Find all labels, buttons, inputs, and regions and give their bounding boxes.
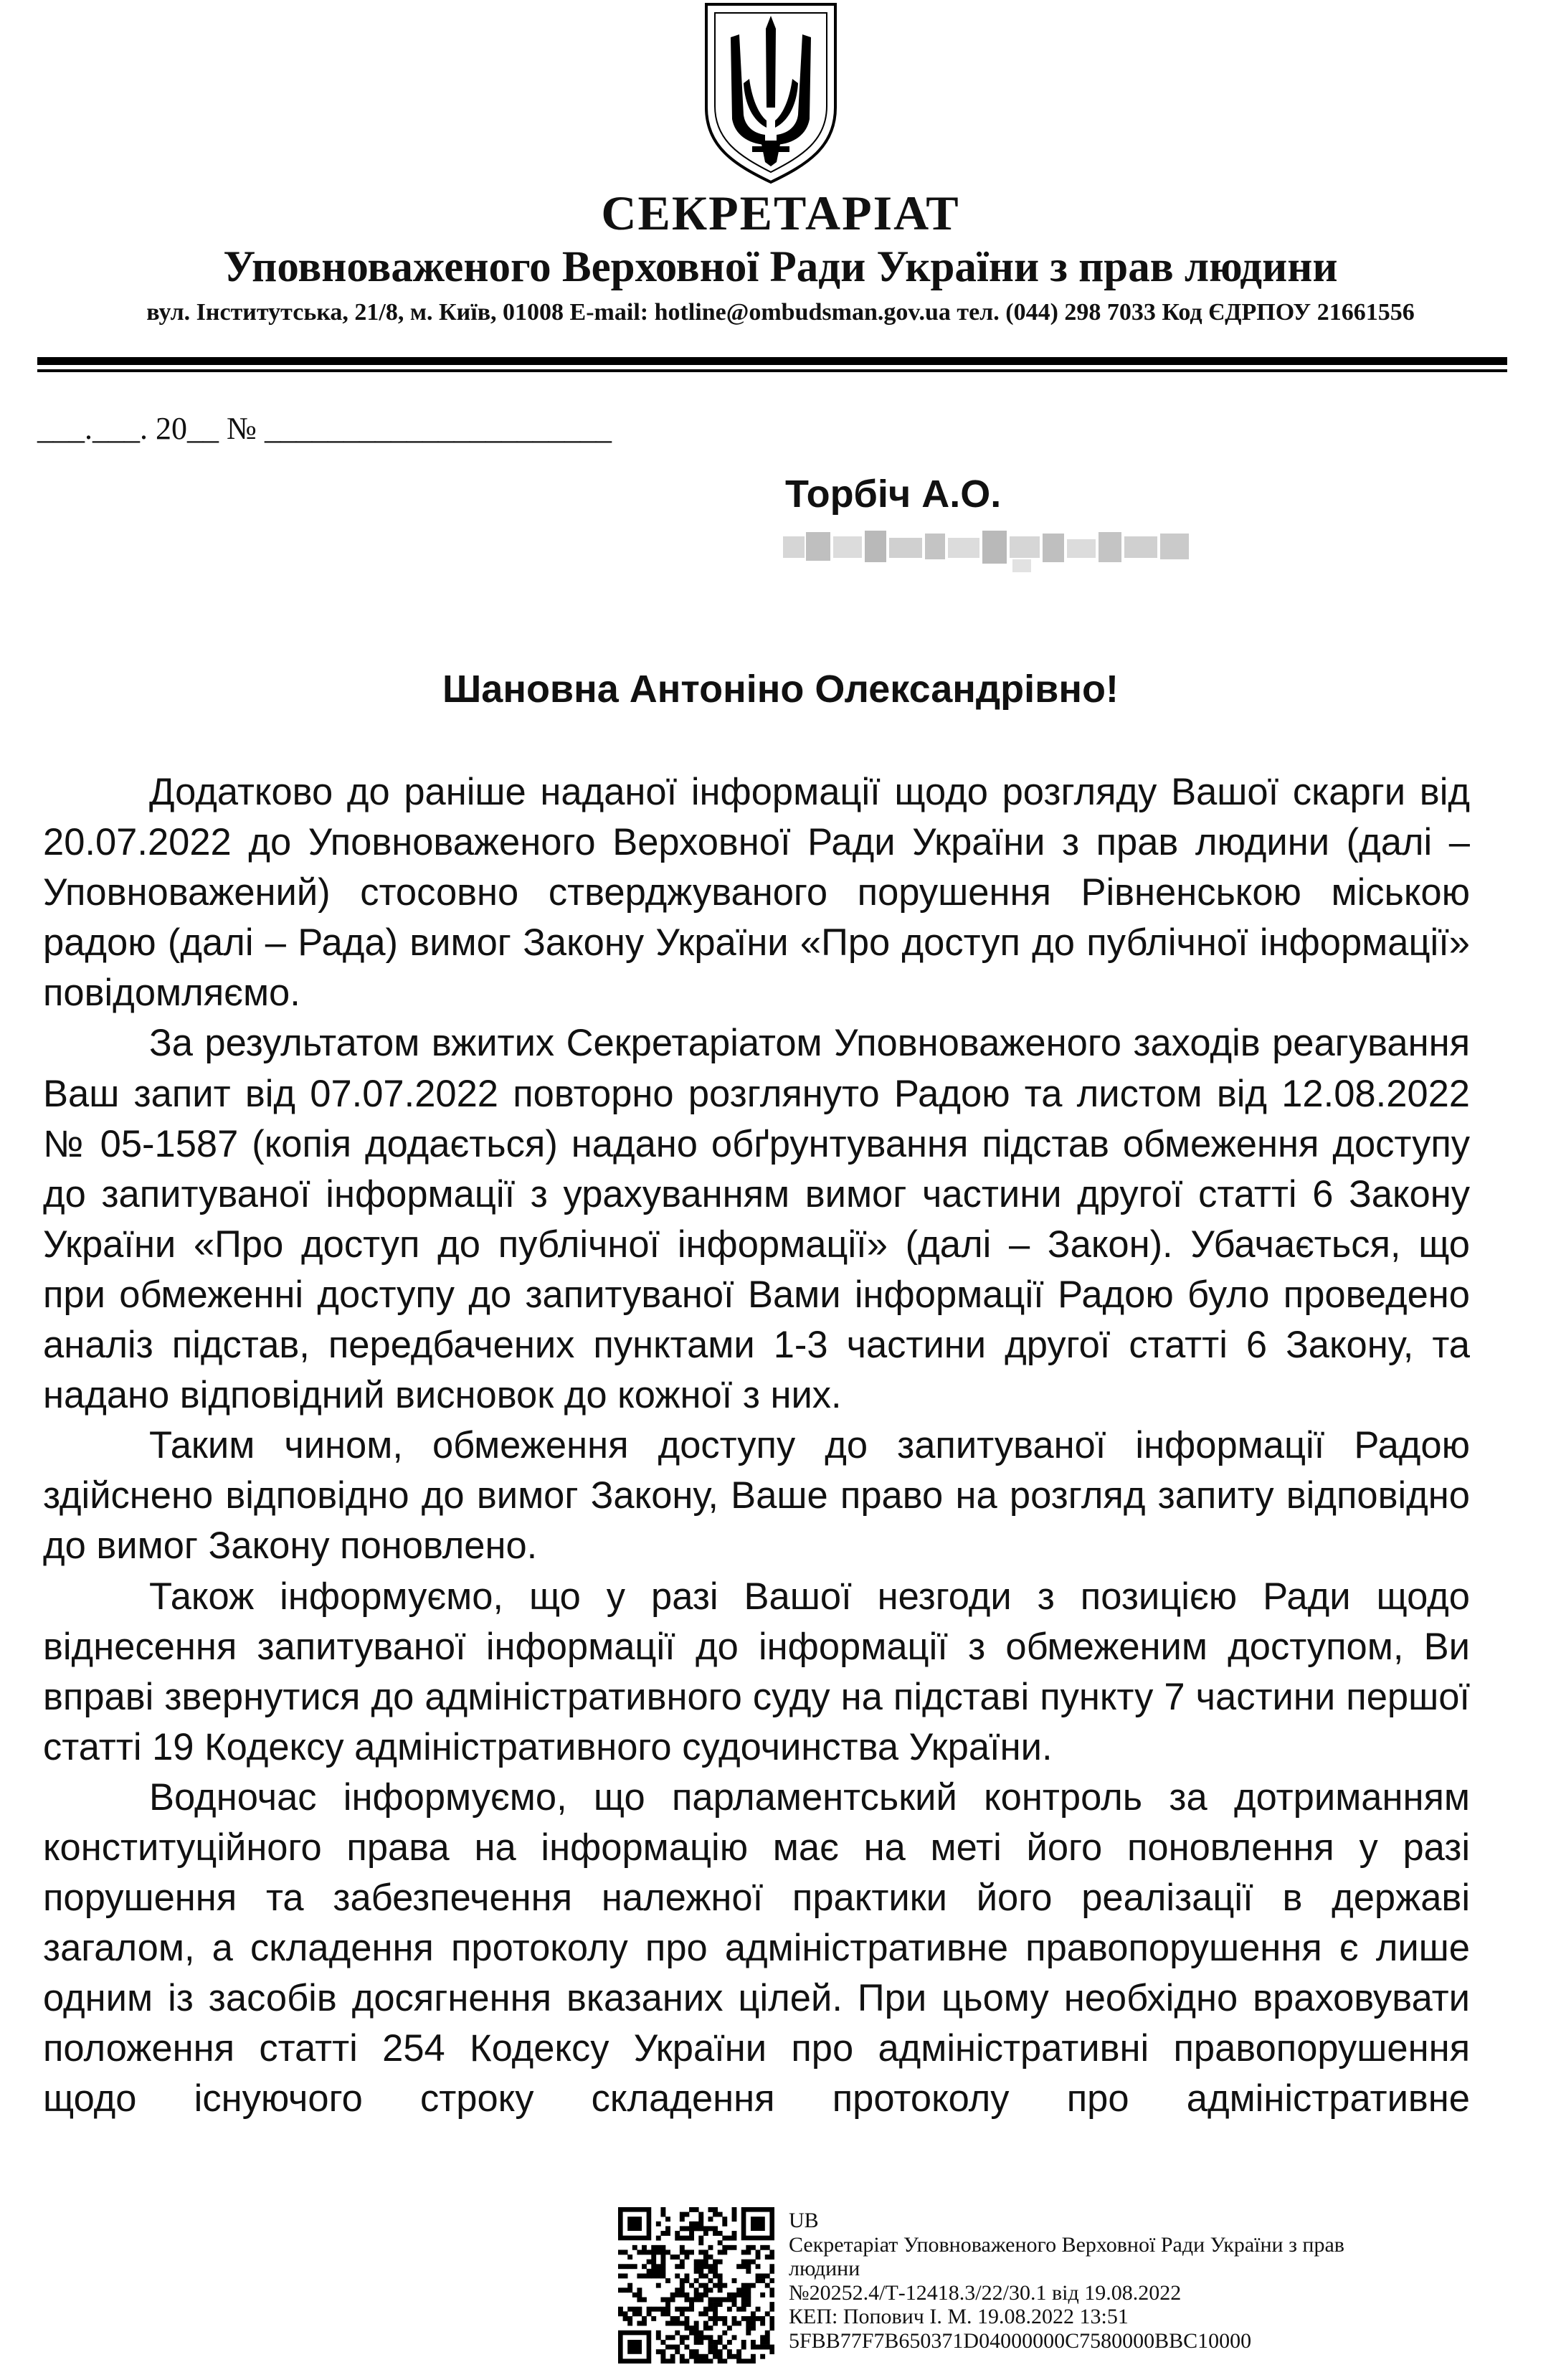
stamp-system: UB — [789, 2209, 819, 2232]
greeting: Шановна Антоніно Олександрівно! — [442, 668, 1119, 711]
letter-body — [43, 767, 1470, 2125]
header-divider-thick — [37, 357, 1507, 365]
signature-stamp — [789, 2209, 1506, 2353]
stamp-signer: КЕП: Попович І. М. 19.08.2022 13:51 — [789, 2305, 1129, 2328]
organization-subname: Уповноваженого Верховної Ради України з прав людини — [223, 243, 1338, 291]
body-paragraph: Таким чином, обмеження доступу до запитуваної інформації Радою здійснено відповідно до вимог Закону, Ваше право на розгляд запиту відповідно до вимог Закону поновлено. — [43, 1424, 1470, 1568]
coat-of-arms-icon — [699, 0, 843, 185]
header-divider-thin — [37, 369, 1507, 372]
organization-contacts: вул. Інститутська, 21/8, м. Київ, 01008 E-mail: hotline@ombudsman.gov.ua тел. (044) 298 7033 Код ЄДРПОУ 21661556 — [146, 299, 1415, 326]
recipient-name: Торбіч А.О. — [785, 473, 1002, 516]
stamp-organization: Секретаріат Уповноваженого Верховної Ради України з прав — [789, 2232, 1344, 2257]
qr-code-icon — [618, 2207, 774, 2364]
registration-line: ___.___. 20__ № ______________________ — [37, 411, 612, 446]
stamp-organization-cont: людини — [789, 2257, 860, 2280]
body-paragraph: За результатом вжитих Секретаріатом Уповноваженого заходів реагування Ваш запит від 07.07.2022 повторно розглянуто Радою та листом від 12.08.2022 № 05-1587 (копія додається) надано обґрунтування підстав обмеження доступу до запитуваної інформації з урахуванням вимог частини другої статті 6 Закону України «Про доступ до публічної інформації» (далі – Закон). Убачається, що при обмеженні доступу до запитуваної Вами інформації Радою було проведено аналіз підстав, передбачених пунктами 1-3 частини другої статті 6 Закону, та надано відповідний висновок до кожної з них. — [43, 1022, 1470, 1417]
recipient-address-redacted — [783, 522, 1199, 574]
body-paragraph: Додатково до раніше наданої інформації щодо розгляду Вашої скарги від 20.07.2022 до Уповноваженого Верховної Ради України з прав людини (далі – Уповноважений) стосовно стверджуваного порушення Рівненською міською радою (далі – Рада) вимог Закону України «Про доступ до публічної інформації» повідомляємо. — [43, 771, 1470, 1015]
body-paragraph: Також інформуємо, що у разі Вашої незгоди з позицією Ради щодо віднесення запитуваної інформації до інформації з обмеженим доступом, Ви вправі звернутися до адміністративного суду на підставі пункту 7 частини першої статті 19 Кодексу адміністративного судочинства України. — [43, 1575, 1470, 1768]
organization-name: СЕКРЕТАРІАТ — [601, 186, 960, 240]
body-paragraph: Водночас інформуємо, що парламентський контроль за дотриманням конституційного права на інформацію має на меті його поновлення у разі порушення та забезпечення належної практики його реалізації в державі загалом, а складення протоколу про адміністративне правопорушення є лише одним із засобів досягнення вказаних цілей. При цьому необхідно враховувати положення статті 254 Кодексу України про адміністративні правопорушення щодо існуючого строку складення протоколу про адміністративне — [43, 1775, 1470, 2120]
stamp-certificate: 5FBB77F7B650371D04000000C7580000BBC10000 — [789, 2328, 1252, 2353]
stamp-document-number: №20252.4/Т-12418.3/22/30.1 від 19.08.2022 — [789, 2280, 1182, 2305]
